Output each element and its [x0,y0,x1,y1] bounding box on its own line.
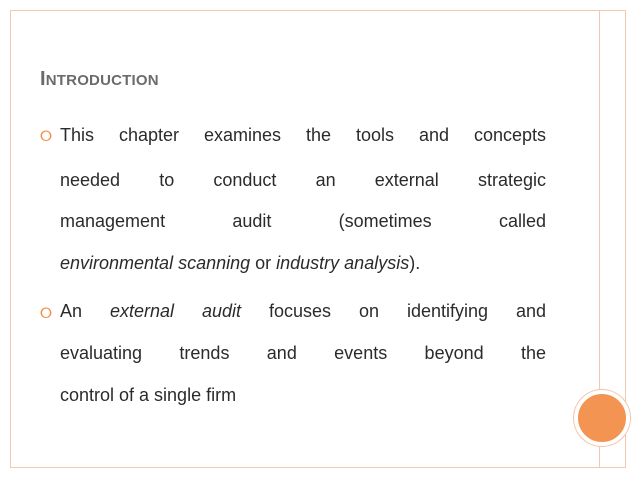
slide-title: INTRODUCTION [40,68,159,90]
bullet-2-line-3: control of a single firm [60,385,237,405]
bullet-1-line-4: environmental scanning or industry analysis). [60,253,421,273]
italic-term: industry analysis [276,253,410,273]
bullet-2-line-1: An external audit focuses on identifying and [60,301,546,321]
target-bullet-icon: ⭘ [40,127,53,145]
bullet-2-line-2: evaluating trends and events beyond the [60,343,546,363]
italic-term: environmental scanning [60,253,251,273]
decorative-circle [574,390,630,446]
bullet-1-line-3: management audit (sometimes called [60,211,546,231]
italic-term: external audit [109,301,242,321]
target-bullet-icon: ⭘ [40,304,53,322]
bullet-1-line-1: This chapter examines the tools and concepts [60,125,546,145]
bullet-1-line-2: needed to conduct an external strategic [60,170,546,190]
